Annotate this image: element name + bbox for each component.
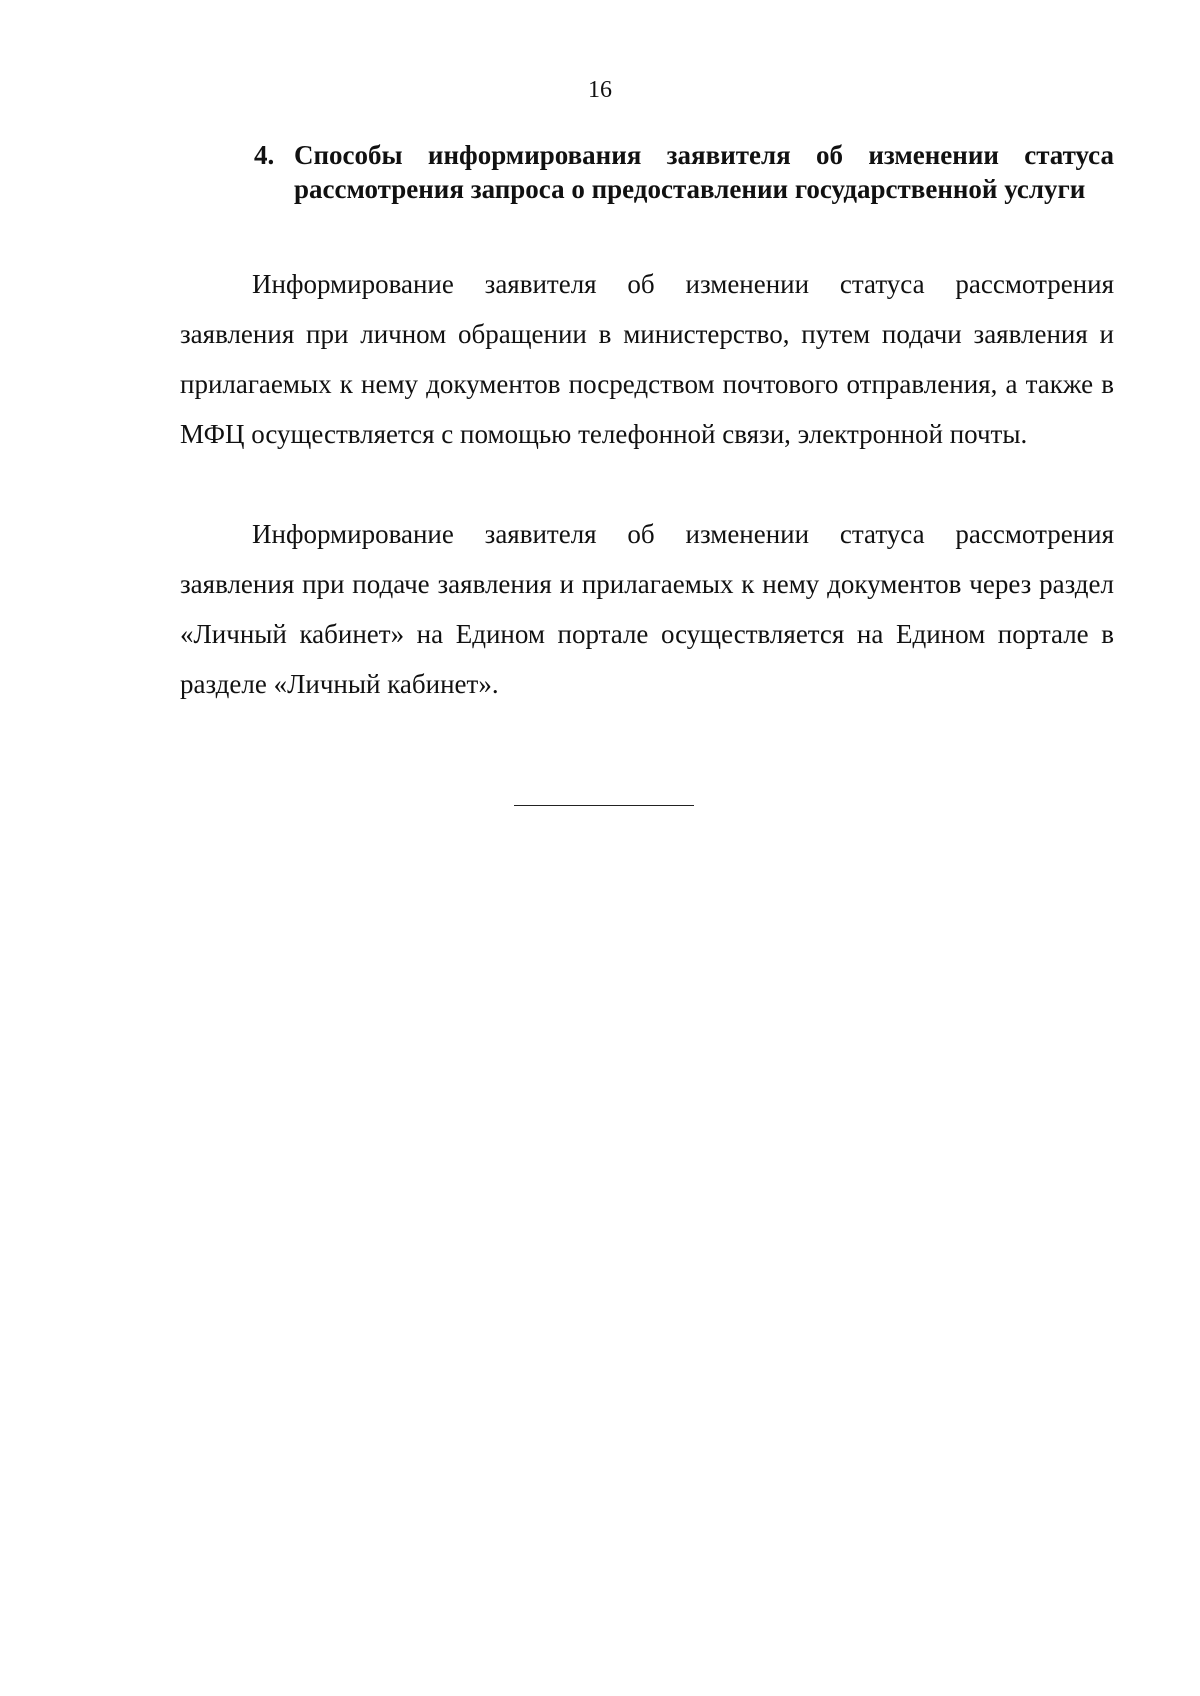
section-number: 4.	[254, 140, 275, 170]
section-title: Способы информирования заявителя об изменении статуса рассмотрения запроса о предоставлении государственной услуги	[294, 140, 1114, 204]
paragraph: Информирование заявителя об изменении статуса рассмотрения заявления при подаче заявления и прилагаемых к нему документов через раздел «Личный кабинет» на Едином портале осуществляется на Едином портале в разделе «Личный кабинет».	[180, 519, 1114, 699]
page-number: 16	[588, 77, 612, 103]
paragraph: Информирование заявителя об изменении статуса рассмотрения заявления при личном обращении в министерство, путем подачи заявления и прилагаемых к нему документов посредством почтового отправления, а также в МФЦ осуществляется с помощью телефонной связи, электронной почты.	[180, 269, 1114, 449]
section-heading	[254, 138, 1114, 206]
end-of-document-rule	[514, 805, 694, 806]
